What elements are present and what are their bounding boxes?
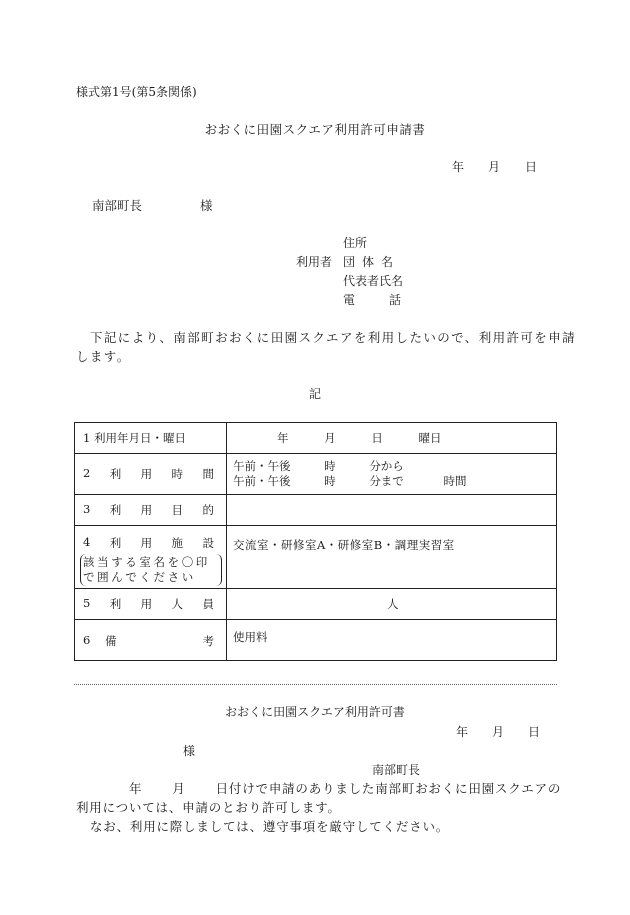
address-label: 住所	[343, 236, 368, 250]
permit-body-line-1: 年 月 日付けで申請のありました南部町おおくに田園スクエアの	[129, 781, 562, 796]
permit-body-line-2: 利用については、申請のとおり許可します。	[76, 800, 341, 815]
request-line-2: します。	[76, 349, 131, 364]
application-table	[74, 422, 557, 661]
table-row	[75, 454, 557, 495]
table-row	[75, 495, 557, 526]
row-label: 5 利 用 人 員	[75, 589, 227, 620]
use-weekday: 曜日	[418, 431, 442, 445]
permit-body-line-3: なお、利用に際しましては、遵守事項を厳守してください。	[90, 819, 450, 834]
use-time-value: 午前・午後 時 分から 午前・午後 時 分まで 時間	[227, 454, 557, 495]
representative-label: 代表者氏名	[343, 274, 404, 288]
group-name-label: 団体名	[343, 255, 401, 269]
permit-month: 月	[492, 725, 505, 739]
recipient-honorific: 様	[200, 198, 213, 213]
facility-value: 交流室・研修室A・研修室B・調理実習室	[227, 526, 557, 589]
table-row	[75, 589, 557, 620]
row-label: 1 利用年月日・曜日	[75, 423, 227, 454]
use-month: 月	[324, 431, 336, 445]
row-label: 4 利 用 施 設 該当する室名を〇印 で囲んでください	[75, 526, 227, 589]
request-line-1: 下記により、南部町おおくに田園スクエアを利用したいので、利用許可を申請	[90, 330, 577, 345]
use-day: 日	[371, 431, 383, 445]
user-label: 利用者	[296, 255, 333, 269]
facility-note: 該当する室名を〇印 で囲んでください	[80, 554, 222, 586]
permit-honorific: 様	[183, 744, 196, 758]
cut-line	[74, 684, 557, 685]
recipient-name: 南部町長	[92, 198, 143, 213]
phone-label: 電話	[343, 293, 436, 307]
users-count-value: 人	[227, 589, 557, 620]
row-label: 2 利 用 時 間	[75, 454, 227, 495]
permit-year: 年	[456, 725, 469, 739]
remarks-value: 使用料	[227, 620, 557, 661]
recipient	[92, 198, 213, 213]
form-number: 様式第1号(第5条関係)	[76, 85, 197, 99]
date-year: 年	[452, 160, 465, 174]
use-purpose-value	[227, 495, 557, 526]
row-label: 3 利 用 目 的	[75, 495, 227, 526]
date-of-use-value	[227, 423, 557, 454]
table-row	[75, 423, 557, 454]
table-row	[75, 620, 557, 661]
permit-day: 日	[528, 725, 541, 739]
date-day: 日	[525, 160, 538, 174]
use-year: 年	[277, 431, 289, 445]
ki-heading: 記	[308, 387, 321, 401]
permit-issuer: 南部町長	[372, 763, 421, 777]
application-title: おおくに田園スクエア利用許可申請書	[204, 122, 426, 137]
permit-title: おおくに田園スクエア利用許可書	[225, 705, 405, 719]
table-row	[75, 526, 557, 589]
date-month: 月	[488, 160, 501, 174]
row-label: 6 備 考	[75, 620, 227, 661]
